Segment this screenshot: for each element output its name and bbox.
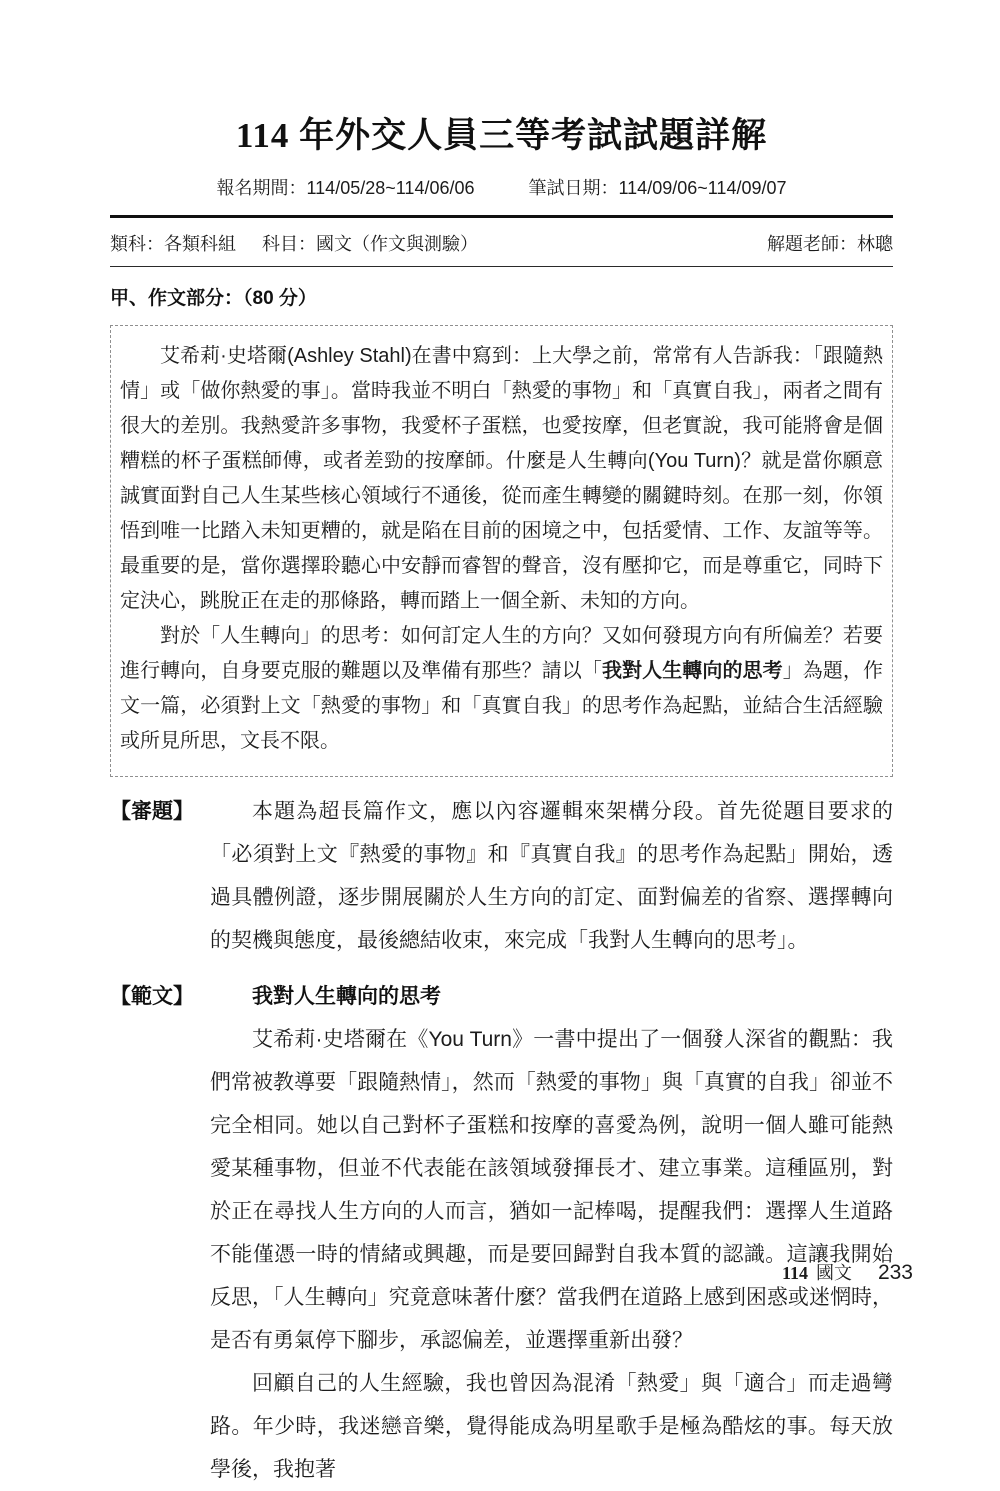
written-exam-date: 筆試日期：114/09/06~114/09/07 bbox=[528, 178, 787, 198]
meta-left-group bbox=[110, 230, 478, 256]
model-essay-paragraph-1: 艾希莉·史塔爾在《You Turn》一書中提出了一個發人深省的觀點：我們常被教導要「跟隨熱情」，然而「熱愛的事物」與「真實的自我」卻並不完全相同。她以自己對杯子蛋糕和按摩的喜愛為例，說明一個人雖可能熱愛某種事物，但並不代表能在該領域發揮長才、建立事業。這種區別，對於正在尋找人生方向的人而言，猶如一記棒喝，提醒我們：選擇人生道路不能僅憑一時的情緒或興趣，而是要回歸對自我本質的認識。這讓我開始反思，「人生轉向」究竟意味著什麼？當我們在道路上感到困惑或迷惘時，是否有勇氣停下腳步，承認偏差，並選擇重新出發？ bbox=[210, 1028, 893, 1352]
footer-year: 114 bbox=[781, 1263, 808, 1283]
model-essay-section bbox=[110, 975, 893, 1491]
prompt-paragraph-2-post: 」為題，作文一篇，必須對上文「熱愛的事物」和「真實自我」的思考作為起點，並結合生活經驗或所見所思，文長不限。 bbox=[120, 660, 884, 752]
footer-page-number: 233 bbox=[877, 1261, 913, 1284]
model-essay-content bbox=[210, 975, 893, 1491]
teacher-label: 解題老師：林聰 bbox=[767, 234, 893, 254]
prompt-paragraph-1: 艾希莉·史塔爾(Ashley Stahl)在書中寫到：上大學之前，常常有人告訴我：「跟隨熱情」或「做你熱愛的事」。當時我並不明白「熱愛的事物」和「真實自我」，兩者之間有很大的差別。我熱愛許多事物，我愛杯子蛋糕，也愛按摩，但老實說，我可能將會是個糟糕的杯子蛋糕師傅，或者差勁的按摩師。什麼是人生轉向(You Turn)？就是當你願意誠實面對自己人生某些核心領域行不通後，從而產生轉變的關鍵時刻。在那一刻，你領悟到唯一比踏入未知更糟的，就是陷在目前的困境之中，包括愛情、工作、友誼等等。最重要的是，當你選擇聆聽心中安靜而睿智的聲音，沒有壓抑它，而是尊重它，同時下定決心，跳脫正在走的那條路，轉而踏上一個全新、未知的方向。 bbox=[120, 345, 883, 612]
essay-prompt-box bbox=[110, 325, 893, 777]
registration-period: 報名期間：114/05/28~114/06/06 bbox=[216, 178, 475, 198]
page-footer bbox=[782, 1259, 913, 1285]
model-essay-label: 【範文】 bbox=[110, 985, 194, 1008]
section-heading-composition: 甲、作文部分：（80 分） bbox=[110, 288, 317, 309]
footer-subject: 國文 bbox=[815, 1263, 852, 1283]
meta-row bbox=[110, 218, 893, 266]
page-title: 114 年外交人員三等考試試題詳解 bbox=[235, 116, 768, 155]
analysis-section bbox=[110, 790, 893, 962]
category-label: 類科：各類科組 bbox=[110, 234, 236, 254]
subject-label: 科目：國文（作文與測驗） bbox=[262, 234, 478, 254]
analysis-label: 【審題】 bbox=[110, 800, 194, 823]
analysis-paragraph: 本題為超長篇作文，應以內容邏輯來架構分段。首先從題目要求的「必須對上文『熱愛的事物』和『真實自我』的思考作為起點」開始，透過具體例證，逐步開展關於人生方向的訂定、面對偏差的省察、選擇轉向的契機與態度，最後總結收束，來完成「我對人生轉向的思考」。 bbox=[210, 800, 893, 952]
exam-dates-row bbox=[110, 174, 893, 200]
analysis-content bbox=[210, 790, 893, 962]
meta-divider-thin bbox=[110, 266, 893, 267]
model-essay-paragraph-2: 回顧自己的人生經驗，我也曾因為混淆「熱愛」與「適合」而走過彎路。年少時，我迷戀音樂，覺得能成為明星歌手是極為酷炫的事。每天放學後，我抱著 bbox=[210, 1372, 893, 1481]
model-essay-title: 我對人生轉向的思考 bbox=[252, 985, 441, 1008]
prompt-paragraph-2-pre: 對於「人生轉向」的思考：如何訂定人生的方向？又如何發現方向有所偏差？若要進行轉向，自身要克服的難題以及準備有那些？請以「 bbox=[120, 625, 883, 682]
prompt-essay-title-bold: 我對人生轉向的思考 bbox=[601, 660, 783, 682]
prompt-paragraph-2 bbox=[120, 619, 883, 759]
